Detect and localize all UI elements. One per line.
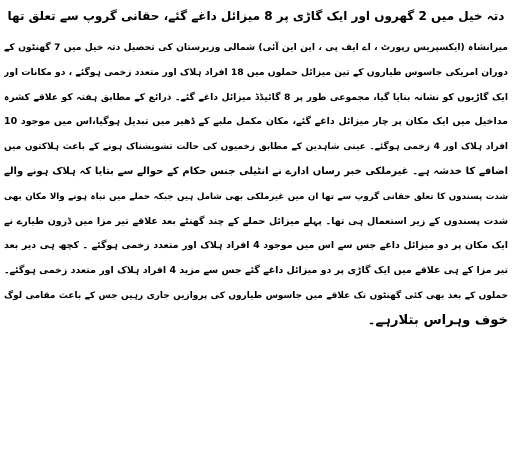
article-line: تیر مزا کے ہی علاقے میں ایک گاڑی پر دو میزائل داغے گئے جس سے مزید 4 افراد ہلاک اور متعدد زخمی ہوگئے۔ (4, 265, 508, 277)
article-line: دوران امریکی جاسوس طیاروں کے تین میزائل حملوں میں 18 افراد ہلاک اور متعدد زخمی ہوگئے ، دو مکانات اور (4, 66, 508, 78)
article-line: حملوں کے بعد بھی کئی گھنٹوں تک علاقے میں جاسوس طیاروں کی پروازیں جاری رہیں جس کے باعث مقامی لوگ (4, 290, 508, 301)
article-line: ایک گاڑیوں کو نشانہ بنایا گیا، مجموعی طور پر 8 گائیڈڈ میزائل داغے گئے۔ ذرائع کے مطابق ہفتہ کو علاقے کشرہ (4, 91, 508, 103)
article-line: مداخیل میں ایک مکان پر چار میزائل داغے گئے، مکان مکمل ملبے کے ڈھیر میں تبدیل ہوگیا،اس میں موجود 10 (4, 116, 508, 128)
article-line: ایک مکان پر دو میزائل داغے جس سے اس میں موجود 4 افراد ہلاک اور متعدد زخمی ہوگئے ۔ کچھ ہی دیر بعد (4, 240, 508, 252)
article-line: میرانشاہ (ایکسپریس رپورٹ ، اے ایف پی ، این این آئی) شمالی وزیرستان کی تحصیل دتہ خیل میں 7 گھنٹوں کے (4, 42, 508, 53)
article-line: خوف وہراس بتلارہے۔ (367, 312, 508, 328)
article-line: افراد ہلاک اور 4 زخمی ہوگئے۔ عینی شاہدین کے مطابق زخمیوں کی حالت تشویشناک ہونے کے باعث ہلاکتوں میں (4, 142, 508, 153)
article-line: اضافے کا خدشہ ہے۔ غیرملکی خبر رساں ادارے نے انٹیلی جنس حکام کے حوالے سے بتایا کہ ہلاک ہونے والے (4, 165, 508, 177)
article-line: شدت پسندوں کا تعلق حقانی گروپ سے تھا ان میں غیرملکی بھی شامل ہیں جبکہ حملے میں تباہ ہونے والا مکان بھی (4, 191, 508, 202)
article-line: شدت پسندوں کے زیر استعمال ہی تھا۔ پہلے میزائل حملے کے چند گھنٹے بعد علاقے تیر مزا میں ڈرون طیارے نے (4, 215, 508, 227)
headline: دتہ خیل میں 2 گھروں اور ایک گاڑی پر 8 میزائل داغے گئے، حقانی گروپ سے تعلق تھا (7, 9, 505, 23)
article-body (0, 36, 512, 334)
